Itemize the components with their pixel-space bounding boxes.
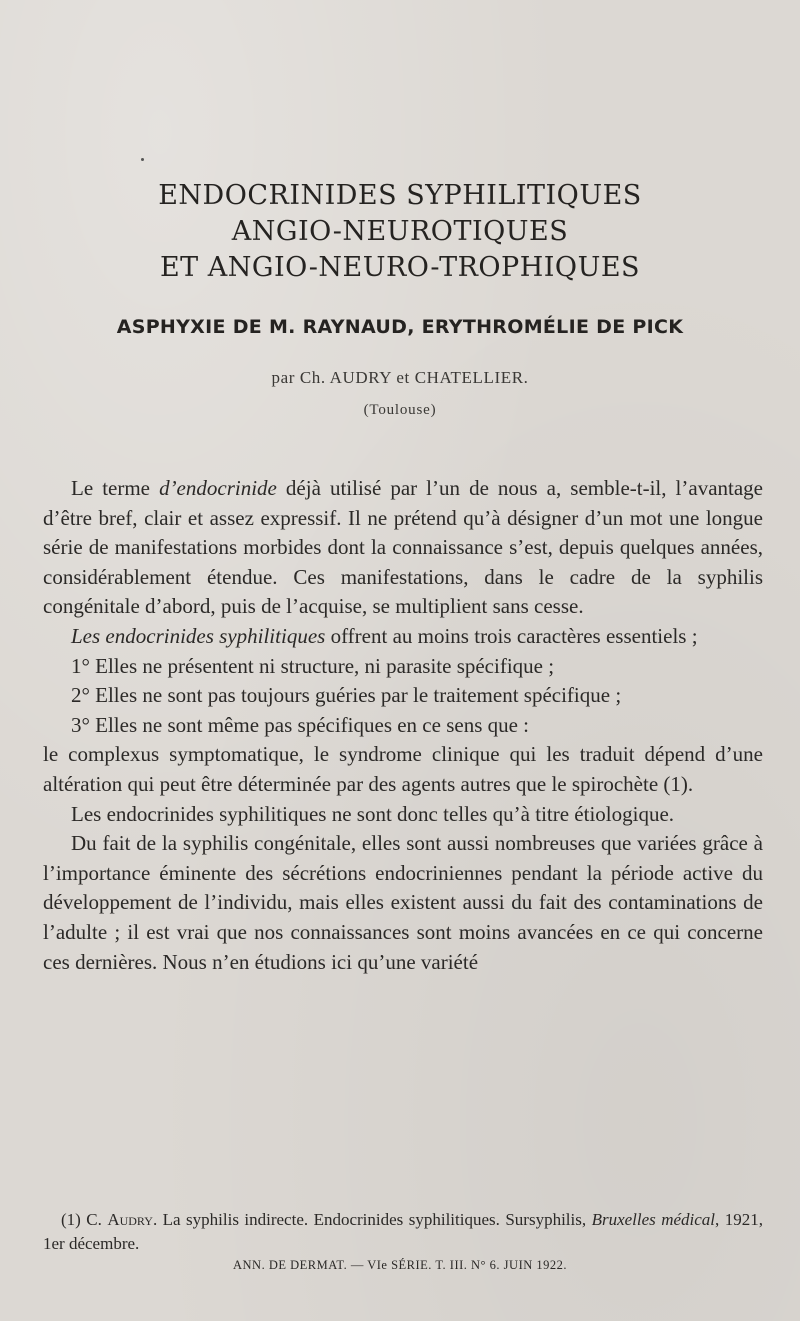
article-body [43, 474, 763, 977]
footnote-text: . La syphilis indirecte. Endocrinides syphilitiques. Sursyphilis, [152, 1210, 592, 1229]
footnote-marker: (1) C. [61, 1210, 108, 1229]
list-item-2: 2° Elles ne sont pas toujours guéries par le traitement spécifique ; [71, 683, 622, 708]
footnote-author: Audry [107, 1210, 153, 1229]
paragraph-intro-rest: déjà utilisé par l’un de nous a, semble-t-il, l’avantage d’être bref, clair et assez expressif. Il ne prétend qu’à désigner d’un mot une longue série de manifestations morbides dont la connaissance s’est, depuis quelques années, considérablement étendue. Ces manifestations, dans le cadre de la syphilis congénitale d’abord, puis de l’acquise, se multiplient sans cesse. [43, 476, 764, 619]
footnote-1 [43, 1208, 763, 1256]
term-endocrinides-syphilitiques: Les endocrinides syphilitiques [71, 623, 326, 648]
footnote [43, 1208, 763, 1256]
paragraph-etiology: Les endocrinides syphilitiques ne sont donc telles qu’à titre étiologique. [71, 801, 675, 826]
title-line-1: ENDOCRINIDES SYPHILITIQUES [158, 180, 642, 211]
paragraph-characteristics-rest: offrent au moins trois caractères essentiels ; [325, 623, 698, 648]
print-speck [141, 158, 144, 161]
article-subtitle: ASPHYXIE DE M. RAYNAUD, ERYTHROMÉLIE DE PICK [116, 316, 684, 338]
affiliation: (Toulouse) [363, 402, 437, 418]
paragraph-intro [43, 474, 763, 622]
article-title [0, 178, 800, 286]
paragraph-intro-start: Le terme [71, 476, 160, 500]
paragraph-characteristics [43, 622, 763, 652]
list-item-1: 1° Elles ne présentent ni structure, ni parasite spécifique ; [71, 653, 555, 678]
title-line-3: ET ANGIO-NEURO-TROPHIQUES [159, 252, 641, 283]
authors-line: par Ch. AUDRY et CHATELLIER. [271, 368, 529, 387]
list-item-3: 3° Elles ne sont même pas spécifiques en ce sens que : [71, 712, 530, 737]
list-item-3-continuation: le complexus symptomatique, le syndrome clinique qui les traduit dépend d’une altération qui peut être déterminée par des agents autres que le spirochète (1). [43, 742, 763, 796]
title-line-2: ANGIO-NEUROTIQUES [231, 216, 569, 247]
running-footer: ANN. DE DERMAT. — VIe SÉRIE. T. III. N° 6. JUIN 1922. [232, 1258, 568, 1272]
footnote-journal: Bruxelles médical [591, 1210, 716, 1229]
term-endocrinide: d’endocrinide [159, 476, 277, 500]
paragraph-congenital: Du fait de la syphilis congénitale, elles sont aussi nombreuses que variées grâce à l’importance éminente des sécrétions endocriniennes pendant la période active du développement de l’individu, mais elles existent aussi du fait des contaminations de l’adulte ; il est vrai que nos connaissances sont moins avancées en ce qui concerne ces dernières. Nous n’en étudions ici qu’une variété [43, 831, 763, 974]
footnote-date: , 1921, 1er décembre. [43, 1210, 764, 1253]
